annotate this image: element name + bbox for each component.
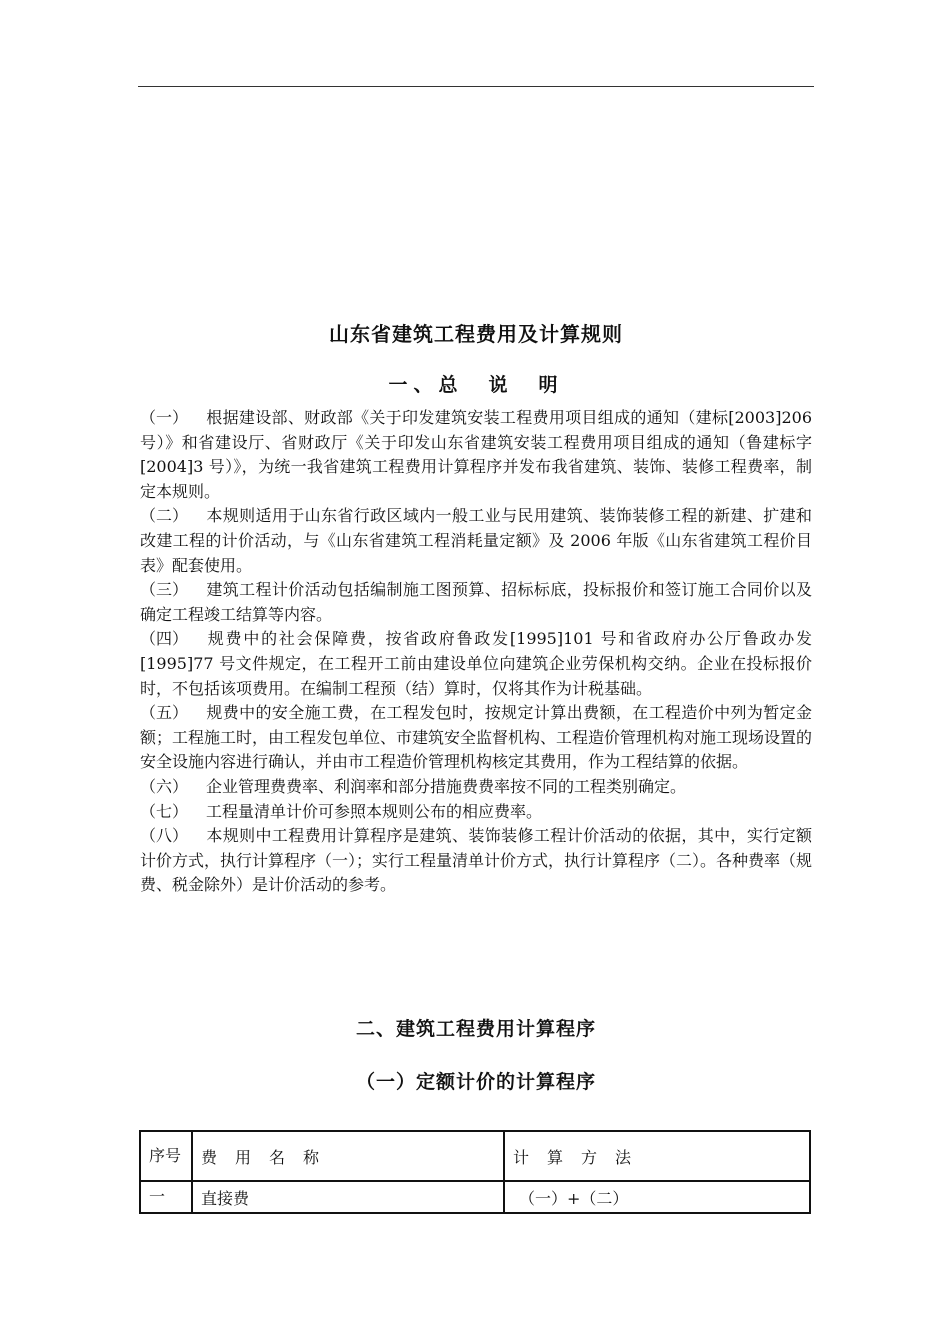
paragraph — [140, 800, 812, 825]
paragraph-text: 企业管理费费率、利润率和部分措施费费率按不同的工程类别确定。 — [206, 776, 687, 796]
paragraph-text: 规费中的社会保障费，按省政府鲁政发[1995]101 号和省政府办公厅鲁政办发[1995]77 号文件规定，在工程开工前由建设单位向建筑企业劳保机构交纳。企业在投标报价时，不包括该项费用。在编制工程预（结）算时，仅将其作为计税基础。 — [140, 629, 812, 698]
header-rule — [138, 86, 814, 87]
paragraph-number: （四） — [140, 629, 189, 649]
paragraph-number: （二） — [140, 506, 189, 526]
paragraph-text: 规费中的安全施工费，在工程发包时，按规定计算出费额，在工程造价中列为暂定金额；工程施工时，由工程发包单位、市建筑安全监督机构、工程造价管理机构对施工现场设置的安全设施内容进行确认，并由市工程造价管理机构核定其费用，作为工程结算的依据。 — [140, 703, 813, 772]
section-title-general: 一、总 说 明 — [388, 374, 564, 396]
paragraph — [140, 627, 812, 701]
header-seq: 序号 — [140, 1131, 192, 1181]
table-row — [140, 1181, 810, 1213]
paragraph-number: （一） — [140, 408, 189, 427]
paragraph — [140, 824, 812, 898]
paragraph-text: 建筑工程计价活动包括编制施工图预算、招标标底，投标报价和签订施工合同价以及确定工程竣工结算等内容。 — [140, 580, 812, 624]
paragraph — [140, 504, 812, 578]
header-fee-name: 费用名称 — [192, 1131, 504, 1181]
paragraph-number: （七） — [140, 801, 189, 821]
paragraph — [140, 701, 812, 775]
row-seq: 一 — [140, 1181, 192, 1213]
subsection-title-quota: （一）定额计价的计算程序 — [355, 1071, 596, 1093]
paragraph-number: （八） — [140, 826, 189, 846]
paragraph-number: （六） — [140, 776, 189, 796]
paragraph-text: 本规则适用于山东省行政区域内一般工业与民用建筑、装饰装修工程的新建、扩建和改建工程的计价活动，与《山东省建筑工程消耗量定额》及 2006 年版《山东省建筑工程价目表》配套使用。 — [140, 506, 812, 575]
paragraph-text: 根据建设部、财政部《关于印发建筑安装工程费用项目组成的通知（建标[2003]206 号）》和省建设厅、省财政厅《关于印发山东省建筑安装工程费用项目组成的通知（鲁建标字[2004]3 号）》，为统一我省建筑工程费用计算程序并发布我省建筑、装饰、装修工程费率，制定本规则。 — [140, 408, 812, 501]
page-title: 山东省建筑工程费用及计算规则 — [329, 322, 623, 346]
fee-calculation-table — [139, 1130, 811, 1214]
table-header-row — [140, 1131, 810, 1181]
row-method: （一）+（二） — [504, 1181, 810, 1213]
paragraph — [140, 406, 812, 504]
paragraph — [140, 578, 812, 627]
paragraph — [140, 775, 812, 800]
row-fee-name: 直接费 — [192, 1181, 504, 1213]
paragraph-text: 本规则中工程费用计算程序是建筑、装饰装修工程计价活动的依据，其中，实行定额计价方式，执行计算程序（一）；实行工程量清单计价方式，执行计算程序（二）。各种费率（规费、税金除外）是计价活动的参考。 — [140, 826, 813, 895]
paragraph-number: （五） — [140, 703, 189, 723]
general-notes — [140, 406, 812, 898]
header-method: 计算方法 — [504, 1131, 810, 1181]
section-title-procedure: 二、建筑工程费用计算程序 — [355, 1018, 596, 1040]
paragraph-text: 工程量清单计价可参照本规则公布的相应费率。 — [206, 801, 543, 821]
paragraph-number: （三） — [140, 580, 189, 600]
